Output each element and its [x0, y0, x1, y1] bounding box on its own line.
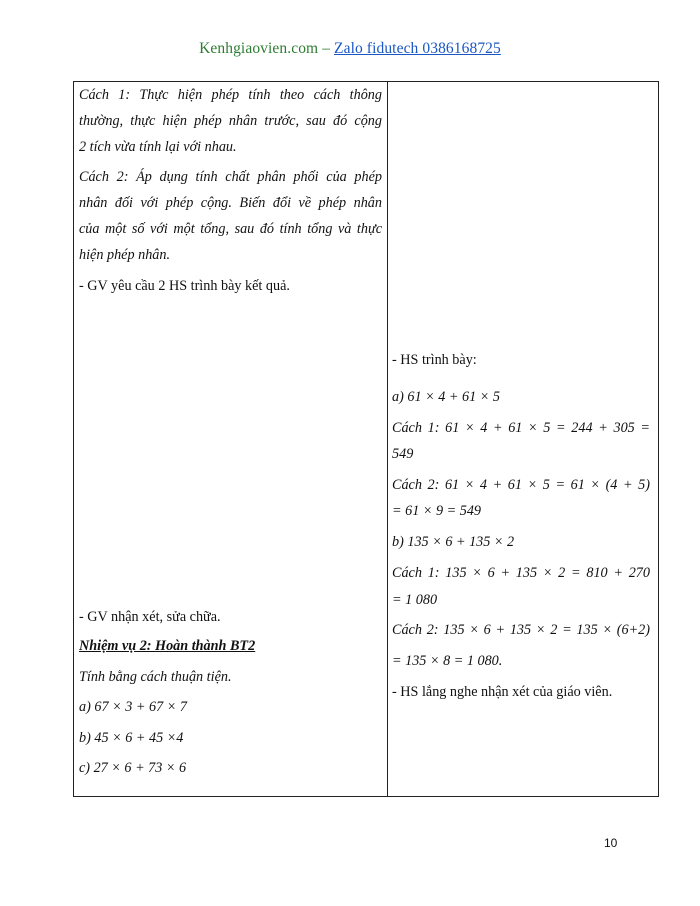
task2-item-b: b) 45 × 6 + 45 ×4: [79, 730, 184, 746]
header-separator: –: [318, 40, 335, 57]
cach2-line3: của một số với một tổng, sau đó tính tổng và thực: [79, 221, 382, 237]
a-expression: a) 61 × 4 + 61 × 5: [392, 389, 500, 405]
task2-item-c: c) 27 × 6 + 73 × 6: [79, 760, 187, 776]
task2-item-a: a) 67 × 3 + 67 × 7: [79, 699, 187, 715]
b-cach2-line1: Cách 2: 135 × 6 + 135 × 2 = 135 × (6+2): [392, 622, 650, 638]
cach2-line1: Cách 2: Áp dụng tính chất phân phối của phép: [79, 169, 382, 185]
b-cach1-line2: = 1 080: [392, 592, 438, 608]
page-number: 10: [604, 836, 618, 850]
b-cach1-line1: Cách 1: 135 × 6 + 135 × 2 = 810 + 270: [392, 565, 650, 581]
lesson-table: [73, 81, 659, 797]
a-cach2-line1: Cách 2: 61 × 4 + 61 × 5 = 61 × (4 + 5): [392, 477, 650, 493]
a-cach1-line2: 549: [392, 446, 414, 462]
hs-listen-text: - HS lắng nghe nhận xét của giáo viên.: [392, 684, 613, 700]
b-expression: b) 135 × 6 + 135 × 2: [392, 534, 515, 550]
zalo-link[interactable]: Zalo fidutech 0386168725: [334, 40, 501, 57]
task2-prompt: Tính bằng cách thuận tiện.: [79, 669, 232, 685]
hs-present-text: - HS trình bày:: [392, 352, 477, 368]
cach1-line3: 2 tích vừa tính lại với nhau.: [79, 139, 237, 155]
task2-title: Nhiệm vụ 2: Hoàn thành BT2: [79, 638, 256, 654]
cach1-line1: Cách 1: Thực hiện phép tính theo cách thông: [79, 87, 382, 103]
gv-request-text: - GV yêu cầu 2 HS trình bày kết quả.: [79, 278, 290, 294]
cach2-line2: nhân đối với phép cộng. Biến đổi về phép nhân: [79, 195, 382, 211]
b-cach2-line2: = 135 × 8 = 1 080.: [392, 653, 503, 669]
column-divider: [387, 82, 388, 796]
page-header: [0, 40, 700, 58]
a-cach2-line2: = 61 × 9 = 549: [392, 503, 482, 519]
site-link[interactable]: Kenhgiaovien.com: [199, 40, 319, 57]
a-cach1-line1: Cách 1: 61 × 4 + 61 × 5 = 244 + 305 =: [392, 420, 650, 436]
gv-comment-text: - GV nhận xét, sửa chữa.: [79, 609, 221, 625]
cach1-line2: thường, thực hiện phép nhân trước, sau đó cộng: [79, 113, 382, 129]
cach2-line4: hiện phép nhân.: [79, 247, 171, 263]
